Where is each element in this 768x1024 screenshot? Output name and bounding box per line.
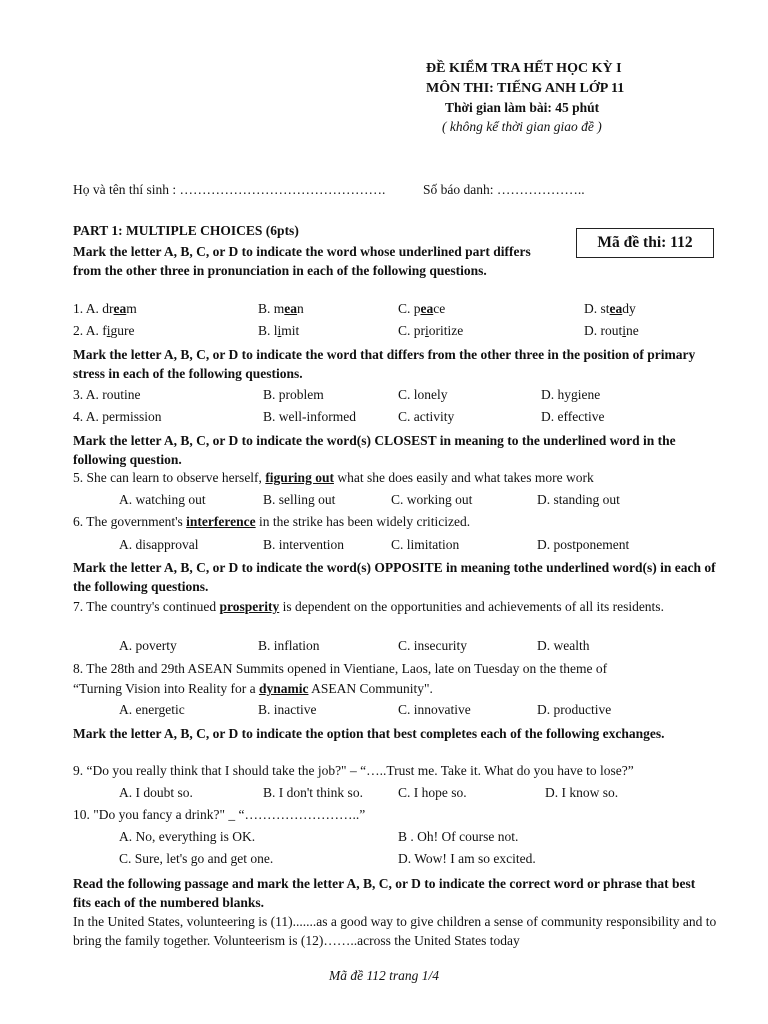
q10-stem: 10. "Do you fancy a drink?" _ “……………………..” [73,807,366,822]
q7-option-d: D. wealth [537,638,590,653]
q1-option-a: 1. A. dream [73,301,137,316]
q4-option-d: D. effective [541,409,605,424]
q9-option-d: D. I know so. [545,785,619,800]
instruction-passage: Read the following passage and mark the letter A, B, C, or D to indicate the correct word or phrase that best fits each of the numbered blanks. [73,876,696,910]
q1-option-d: D. steady [584,301,636,316]
q10-option-d: D. Wow! I am so excited. [398,851,536,866]
time-allowed: Thời gian làm bài: 45 phút [445,100,600,115]
exam-code: Mã đề thi: 112 [597,234,693,251]
q3-option-d: D. hygiene [541,387,601,402]
candidate-name-field: Họ và tên thí sinh : ………………………………………. [73,182,386,197]
q6-option-a: A. disapproval [119,537,199,552]
q8-stem-line1: 8. The 28th and 29th ASEAN Summits opened in Vientiane, Laos, late on Tuesday on the theme of [73,661,608,676]
q9-stem: 9. “Do you really think that I should take the job?" – “…..Trust me. Take it. What do you have to lose?” [73,763,634,778]
part-title: PART 1: MULTIPLE CHOICES (6pts) [73,223,299,238]
q7-option-c: C. insecurity [398,638,467,653]
q6-option-d: D. postponement [537,537,630,552]
exam-title: ĐỀ KIỂM TRA HẾT HỌC KỲ I [426,61,622,76]
candidate-id-field: Số báo danh: ……………….. [423,182,585,197]
q7-option-b: B. inflation [258,638,320,653]
time-note: ( không kể thời gian giao đề ) [442,119,602,134]
q8-option-d: D. productive [537,702,612,717]
passage-text: In the United States, volunteering is (11).......as a good way to give children a sense of community responsibility and to bring the family together. Volunteerism is (12)……..across the United States today [73,914,717,948]
q6-option-c: C. limitation [391,537,460,552]
q8-stem-line2: “Turning Vision into Reality for a dynamic ASEAN Community". [73,681,433,696]
q8-option-c: C. innovative [398,702,471,717]
q5-option-d: D. standing out [537,492,620,507]
q4-option-a: 4. A. permission [73,409,162,424]
q9-option-c: C. I hope so. [398,785,467,800]
q10-option-b: B . Oh! Of course not. [398,829,519,844]
instruction-pronunciation: Mark the letter A, B, C, or D to indicate the word whose underlined part differs from the other three in pronunciation in each of the following questions. [73,244,531,278]
q2-option-c: C. prioritize [398,323,464,338]
q9-option-b: B. I don't think so. [263,785,363,800]
q3-option-c: C. lonely [398,387,448,402]
q2-option-a: 2. A. figure [73,323,135,338]
q1-option-b: B. mean [258,301,304,316]
q9-option-a: A. I doubt so. [119,785,193,800]
q2-option-d: D. routine [584,323,639,338]
q5-option-a: A. watching out [119,492,206,507]
q5-stem: 5. She can learn to observe herself, figuring out what she does easily and what takes more work [73,470,594,485]
q1-option-c: C. peace [398,301,446,316]
instruction-exchanges: Mark the letter A, B, C, or D to indicate the option that best completes each of the following exchanges. [73,726,665,741]
q10-option-a: A. No, everything is OK. [119,829,256,844]
page-footer: Mã đề 112 trang 1/4 [329,968,439,983]
q7-stem: 7. The country's continued prosperity is dependent on the opportunities and achievements of all its residents. [73,599,664,614]
q6-stem: 6. The government's interference in the strike has been widely criticized. [73,514,471,529]
q8-option-a: A. energetic [119,702,185,717]
instruction-closest: Mark the letter A, B, C, or D to indicate the word(s) CLOSEST in meaning to the underlined word in the following question. [73,433,676,467]
q2-option-b: B. limit [258,323,300,338]
q3-option-a: 3. A. routine [73,387,141,402]
instruction-stress: Mark the letter A, B, C, or D to indicate the word that differs from the other three in the position of primary stress in each of the following questions. [73,347,696,381]
exam-code-box [576,228,714,258]
q4-option-c: C. activity [398,409,455,424]
q8-option-b: B. inactive [258,702,317,717]
q7-option-a: A. poverty [119,638,177,653]
subject-title: MÔN THI: TIẾNG ANH LỚP 11 [426,81,625,96]
q5-option-c: C. working out [391,492,473,507]
q10-option-c: C. Sure, let's go and get one. [119,851,274,866]
q5-option-b: B. selling out [263,492,336,507]
instruction-opposite: Mark the letter A, B, C, or D to indicate the word(s) OPPOSITE in meaning tothe underlined word(s) in each of the following questions. [73,560,716,594]
q3-option-b: B. problem [263,387,324,402]
q6-option-b: B. intervention [263,537,344,552]
q4-option-b: B. well-informed [263,409,356,424]
